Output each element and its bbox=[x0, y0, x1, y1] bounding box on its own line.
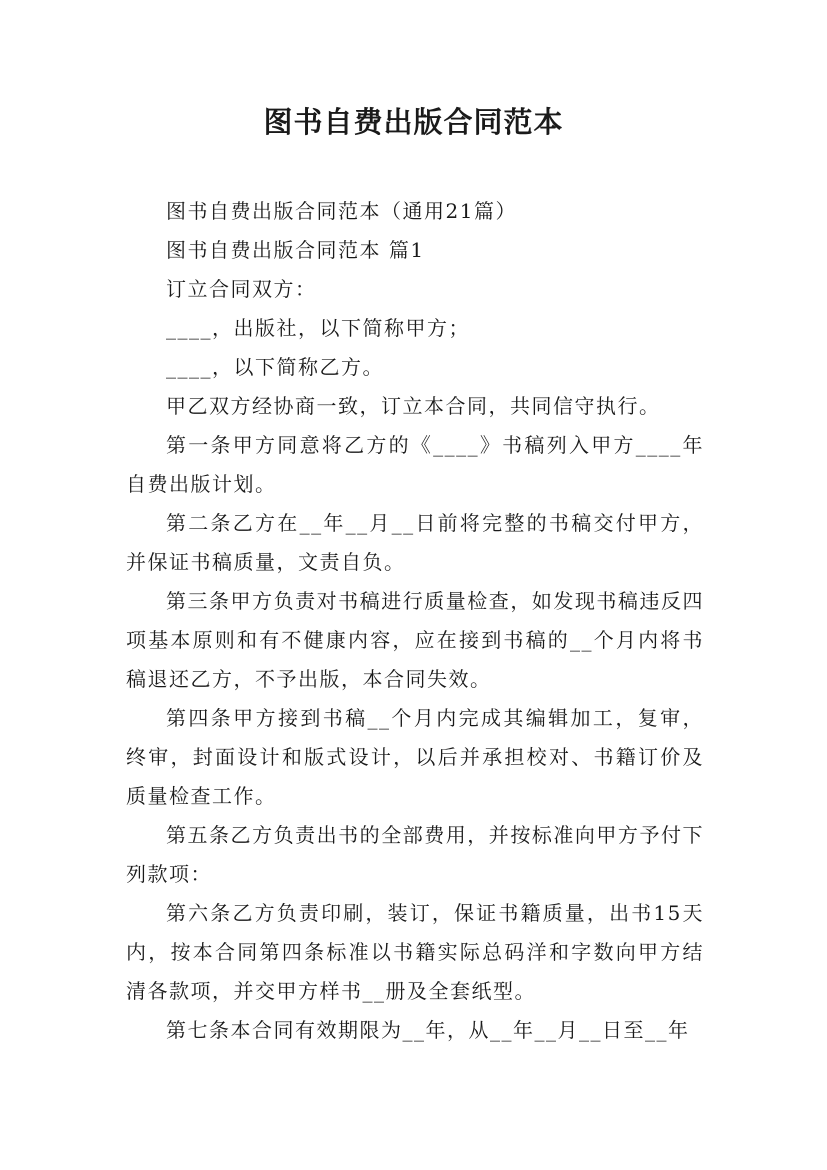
paragraph: 第七条本合同有效期限为__年，从__年__月__日至__年 bbox=[166, 1018, 690, 1042]
paragraph: 第五条乙方负责出书的全部费用，并按标准向甲方予付下列款项： bbox=[126, 823, 704, 886]
document-body bbox=[126, 192, 704, 1050]
paragraph: ____，以下简称乙方。 bbox=[166, 355, 384, 379]
paragraph: 订立合同双方： bbox=[166, 277, 317, 301]
paragraph: 图书自费出版合同范本（通用21篇） bbox=[166, 199, 517, 223]
paragraph: 第六条乙方负责印刷，装订，保证书籍质量，出书15天内，按本合同第四条标准以书籍实际总码洋和字数向甲方结清各款项，并交甲方样书__册及全套纸型。 bbox=[126, 901, 704, 1003]
paragraph: 第二条乙方在__年__月__日前将完整的书稿交付甲方，并保证书稿质量，文责自负。 bbox=[126, 511, 704, 574]
paragraph: 第三条甲方负责对书稿进行质量检查，如发现书稿违反四项基本原则和有不健康内容，应在接到书稿的__个月内将书稿退还乙方，不予出版，本合同失效。 bbox=[126, 589, 704, 691]
paragraph: 图书自费出版合同范本 篇1 bbox=[166, 238, 425, 262]
paragraph: 第四条甲方接到书稿__个月内完成其编辑加工，复审，终审，封面设计和版式设计，以后并承担校对、书籍订价及质量检查工作。 bbox=[126, 706, 704, 808]
paragraph: 第一条甲方同意将乙方的《____》书稿列入甲方____年自费出版计划。 bbox=[126, 433, 704, 496]
paragraph: 甲乙双方经协商一致，订立本合同，共同信守执行。 bbox=[166, 394, 661, 418]
paragraph: ____，出版社，以下简称甲方； bbox=[166, 316, 470, 340]
document-title: 图书自费出版合同范本 bbox=[263, 105, 564, 139]
